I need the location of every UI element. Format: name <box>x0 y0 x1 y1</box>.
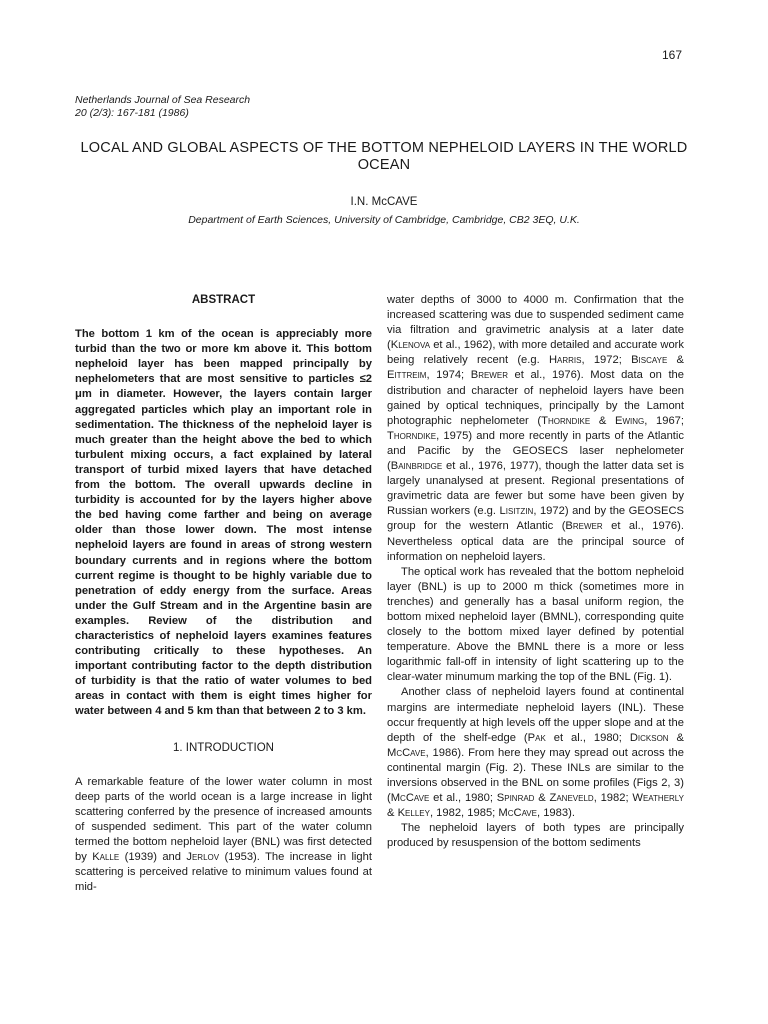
citation-thorndike-ewing: Thorndike & Ewing <box>541 414 645 427</box>
inl-paragraph <box>387 685 684 821</box>
page-number: 167 <box>661 48 682 62</box>
text-run: , 1967; <box>644 414 684 427</box>
text-run: (1953). The increase in light scattering is perceived relative to minimum values found at mid- <box>75 851 372 894</box>
intro-continued-paragraph <box>387 293 684 565</box>
citation-mccave: McCave <box>390 792 430 805</box>
text-run: , 1982, 1985; <box>429 807 499 820</box>
author-affiliation: Department of Earth Sciences, University of Cambridge, Cambridge, CB2 3EQ, U.K. <box>188 214 580 226</box>
citation-weatherly-kelley: Weatherly & Kelley <box>387 792 684 820</box>
citation-mccave: McCave <box>498 807 537 820</box>
bnl-paragraph: The optical work has revealed that the bottom nepheloid layer (BNL) is up to 2000 m thick (sometimes more in trenches) and generally has a basal uniform region, the bottom mixed nepheloid layer (BMNL), corresponding quite closely to the bottom mixed layer defined by potential temperature. Above the BMNL there is a more or less logarithmic fall-off in intensity of light scattering up to the clear-water minumum marking the top of the BNL (Fig. 1). <box>387 565 684 684</box>
text-run: , 1983). <box>536 807 575 820</box>
text-run: , 1974; <box>426 369 471 382</box>
author-name: I.N. McCAVE <box>350 196 418 208</box>
resuspension-paragraph: The nepheloid layers of both types are principally produced by resuspension of the bottom sediments <box>387 822 684 850</box>
text-run: , 1982; <box>593 792 633 805</box>
text-run: et al., 1980; <box>545 731 630 744</box>
citation-thorndike: Thorndike <box>387 429 437 442</box>
abstract-heading: ABSTRACT <box>191 294 256 306</box>
text-run: A remarkable feature of the lower water column in most deep parts of the world ocean is a large increase in light scattering conferred by the presence of increased amounts of suspended sediment. This part of the water column termed the bottom nepheloid layer (BNL) was first detected by <box>75 775 372 864</box>
text-run: , 1975) and more recently in parts of the Atlantic and Pacific by the GEOSECS laser nephelometer ( <box>387 429 684 473</box>
citation-brewer: Brewer <box>470 369 508 382</box>
text-run: Another class of nepheloid layers found at continental margins are intermediate nepheloid layers (INL). These occur frequently at high levels off the upper slope and at the depth of the shelf-edge ( <box>387 686 684 744</box>
citation-kalle: Kalle <box>92 851 120 864</box>
right-column <box>387 293 684 851</box>
citation-spinrad-zaneveld: Spinrad & Zaneveld <box>496 792 594 805</box>
citation-dickson-mccave: Dickson & McCave <box>387 731 684 759</box>
abstract-text: The bottom 1 km of the ocean is appreciably more turbid than the two or more km above it. This bottom nepheloid layer has been mapped principally by nephelometers that are most sensitive to particles ≤2 μm in diameter. However, the layers contain larger aggregated particles which play an important role in sedimentation. The thickness of the nepheloid layer is much greater than the height above the bed to which turbulent mixing occurs, a fact explained by lateral transport of turbid mixed layers that have detached from the bottom. The overall upwards decline in turbidity is accounted for by the layers higher above the bed having come farther and being on average older than those lower down. The most intense nepheloid layers are found in areas of strong western boundary currents and in regions where the bottom current regime is thought to be highly variable due to penetration of eddy energy from the surface. Areas under the Gulf Stream and in the Argentine basin are examples. Review of the distribution and characteristics of nepheloid layers examines features contributing critically to these hypotheses. An important contributing factor to the depth distribution of turbidity is that the ratio of water volumes to bed areas in contact with them is eight times higher for water between 4 and 5 km than that between 2 to 3 km. <box>75 328 372 718</box>
citation-lisitzin: Lisitzin <box>499 505 534 518</box>
text-run: et al., 1980; <box>429 792 497 805</box>
text-run: (1939) and <box>119 851 187 864</box>
citation-brewer: Brewer <box>565 520 603 533</box>
text-run: , 1972; <box>581 354 632 367</box>
journal-name: Netherlands Journal of Sea Research <box>75 94 251 106</box>
citation-harris: Harris <box>548 354 582 367</box>
article-title: LOCAL AND GLOBAL ASPECTS OF THE BOTTOM NEPHELOID LAYERS IN THE WORLD OCEAN <box>80 140 688 173</box>
text-run: , 1986). From here they may spread out across the continental margin (Fig. 2). These INLs are similar to the inversions observed in the BNL on some profiles (Figs 2, 3) ( <box>387 746 684 805</box>
citation-jerlov: Jerlov <box>186 851 220 864</box>
introduction-paragraph-1 <box>75 775 372 896</box>
text-run: et al., 1976). Nevertheless optical data are the principal source of information on nepheloid layers. <box>387 520 684 563</box>
citation-bainbridge: Bainbridge <box>390 460 443 473</box>
left-column <box>75 293 372 895</box>
introduction-heading: 1. INTRODUCTION <box>173 741 274 754</box>
citation-biscaye-eittreim: Biscaye & Eittreim <box>387 354 684 382</box>
citation-pak: Pak <box>527 731 546 744</box>
text-run: et al., 1976). Most data on the distribution and character of nepheloid layers have been gained by optical techniques, principally by the Lamont photographic nephelometer ( <box>387 369 685 427</box>
text-run: , 1972) and by the GEOSECS group for the western Atlantic ( <box>387 505 684 533</box>
citation-klenova: Klenova <box>390 339 431 352</box>
text-run: et al., 1962), with more detailed and accurate work being relatively recent (e.g. <box>387 339 684 367</box>
journal-volume: 20 (2/3): 167-181 (1986) <box>75 107 189 119</box>
text-run: water depths of 3000 to 4000 m. Confirmation that the increased scattering was due to suspended sediment came via filtration and gravimetric analysis at a later date ( <box>387 294 684 352</box>
text-run: et al., 1976, 1977), though the latter data set is largely unanalysed at present. Regional presentations of gravimetric data are fewer but some have been given by Russian workers (e.g. <box>387 460 684 518</box>
